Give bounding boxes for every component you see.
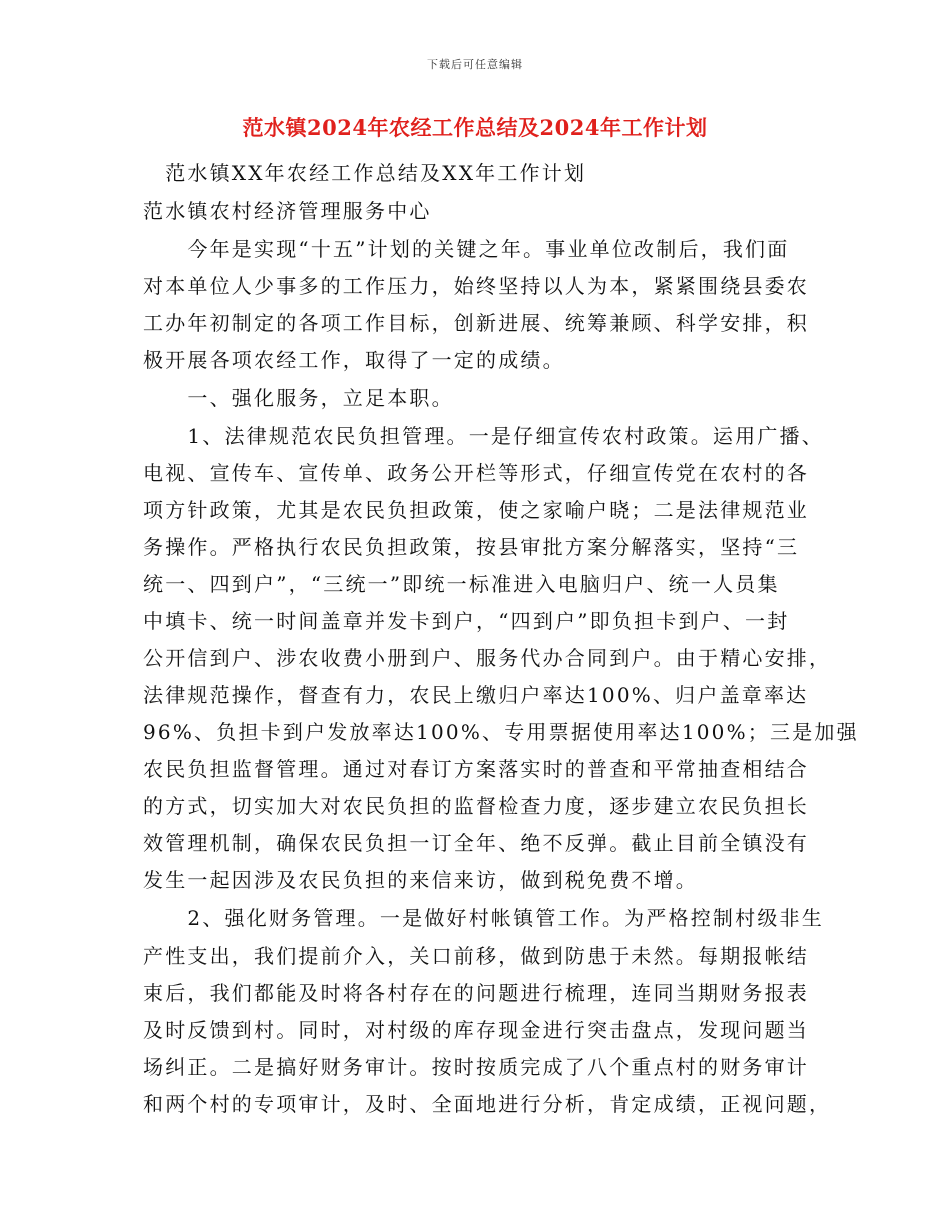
body-line: 统一、四到户”，“三统一”即统一标准进入电脑归户、统一人员集 <box>143 572 780 596</box>
document-title: 范水镇2024年农经工作总结及2024年工作计划 <box>242 115 708 140</box>
body-line: 效管理机制，确保农民负担一订全年、绝不反弹。截止目前全镇没有 <box>143 831 809 855</box>
body-line: 96%、负担卡到户发放率达100%、专用票据使用率达100%；三是加强 <box>143 720 859 744</box>
body-line: 的方式，切实加大对农民负担的监督检查力度，逐步建立农民负担长 <box>143 794 809 818</box>
body-line: 今年是实现“十五”计划的关键之年。事业单位改制后，我们面 <box>143 237 790 261</box>
body-line: 电视、宣传车、宣传单、政务公开栏等形式，仔细宣传党在农村的各 <box>143 461 809 485</box>
body-line: 1、法律规范农民负担管理。一是仔细宣传农村政策。运用广播、 <box>143 424 824 448</box>
body-line: 中填卡、统一时间盖章并发卡到户，“四到户”即负担卡到户、一封 <box>143 609 790 633</box>
body-line: 产性支出，我们提前介入，关口前移，做到防患于未然。每期报帐结 <box>143 944 809 968</box>
body-line: 极开展各项农经工作，取得了一定的成绩。 <box>143 348 565 372</box>
body-line: 发生一起因涉及农民负担的来信来访，做到税免费不增。 <box>143 868 698 892</box>
body-line: 一、强化服务，立足本职。 <box>143 386 454 410</box>
body-line: 法律规范操作，督查有力，农民上缴归户率达100%、归户盖章率达 <box>143 683 809 707</box>
body-line: 公开信到户、涉农收费小册到户、服务代办合同到户。由于精心安排， <box>143 646 832 670</box>
body-line: 场纠正。二是搞好财务审计。按时按质完成了八个重点村的财务审计 <box>143 1055 809 1079</box>
body-line: 2、强化财务管理。一是做好村帐镇管工作。为严格控制村级非生 <box>143 906 824 930</box>
body-line: 束后，我们都能及时将各村存在的问题进行梳理，连同当期财务报表 <box>143 981 809 1005</box>
body-line: 范水镇XX年农经工作总结及XX年工作计划 <box>143 161 587 185</box>
body-line: 对本单位人少事多的工作压力，始终坚持以人为本，紧紧围绕县委农 <box>143 274 809 298</box>
body-line: 项方针政策，尤其是农民负担政策，使之家喻户晓；二是法律规范业 <box>143 498 809 522</box>
body-line: 工办年初制定的各项工作目标，创新进展、统筹兼顾、科学安排，积 <box>143 311 809 335</box>
header-note: 下载后可任意编辑 <box>427 58 523 71</box>
body-line: 及时反馈到村。同时，对村级的库存现金进行突击盘点，发现问题当 <box>143 1018 809 1042</box>
body-line: 务操作。严格执行农民负担政策，按县审批方案分解落实，坚持“三 <box>143 535 800 559</box>
body-line: 范水镇农村经济管理服务中心 <box>143 199 432 223</box>
body-line: 农民负担监督管理。通过对春订方案落实时的普查和平常抽查相结合 <box>143 757 809 781</box>
body-line: 和两个村的专项审计，及时、全面地进行分析，肯定成绩，正视问题， <box>143 1092 832 1116</box>
